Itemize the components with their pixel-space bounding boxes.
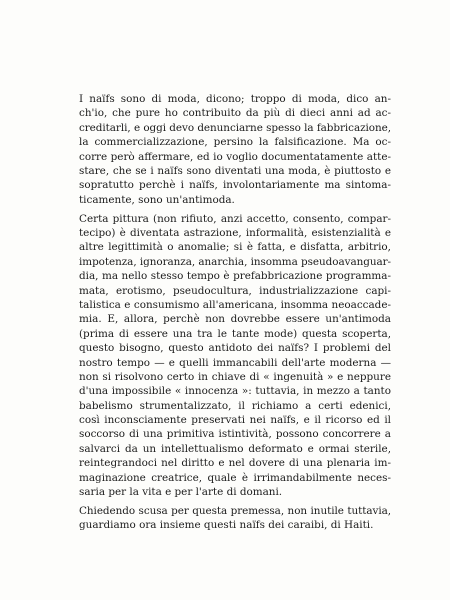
text-line: talistica e consumismo all'americana, insomma neoaccade- xyxy=(79,298,391,311)
text-line: d'una impossibile « innocenza »: tuttavia, in mezzo a tanto xyxy=(79,385,391,398)
paragraph-3 xyxy=(79,504,391,533)
text-line: reintegrandoci nel diritto e nel dovere di una plenaria im- xyxy=(79,457,391,470)
text-line: maginazione creatrice, quale è irrimandabilmente neces- xyxy=(79,471,391,484)
text-line: Certa pittura (non rifiuto, anzi accetto, consento, compar- xyxy=(79,212,391,225)
text-line: corre però affermare, ed io voglio documentatamente atte- xyxy=(79,150,391,163)
text-line: così inconsciamente preservati nei naïfs, e il ricorso ed il xyxy=(79,414,391,427)
paragraph-2 xyxy=(79,212,391,500)
text-line: sopratutto perchè i naïfs, involontariamente ma sintoma- xyxy=(79,179,391,192)
text-line: (prima di essere una tra le tante mode) questa scoperta, xyxy=(79,327,391,340)
text-line: impotenza, ignoranza, anarchia, insomma pseudoavanguar- xyxy=(79,255,391,268)
text-line: guardiamo ora insieme questi naïfs dei caraibi, di Haiti. xyxy=(79,519,374,532)
text-line: non si risolvono certo in chiave di « ingenuità » e neppure xyxy=(79,370,391,383)
body-text xyxy=(79,92,391,537)
text-line: nostro tempo — e quelli immancabili dell'arte moderna — xyxy=(79,356,391,369)
paragraph-1 xyxy=(79,92,391,207)
text-line: Chiedendo scusa per questa premessa, non inutile tuttavia, xyxy=(79,504,391,517)
text-line: ch'io, che pure ho contribuito da più di dieci anni ad ac- xyxy=(79,107,391,120)
text-line: la commercializzazione, persino la falsificazione. Ma oc- xyxy=(79,136,391,149)
text-line: tecipo) è diventata astrazione, informalità, esistenzialità e xyxy=(79,227,391,240)
text-line: mata, erotismo, pseudocultura, industrializzazione capi- xyxy=(79,284,391,297)
text-line: babelismo strumentalizzato, il richiamo a certi edenici, xyxy=(79,399,391,412)
text-line: creditarli, e oggi devo denunciarne spesso la fabbricazione, xyxy=(79,121,391,134)
text-line: I naïfs sono di moda, dicono; troppo di moda, dico an- xyxy=(79,93,391,105)
text-line: ticamente, sono un'antimoda. xyxy=(79,193,235,206)
text-line: saria per la vita e per l'arte di domani. xyxy=(79,486,283,499)
text-line: stare, che se i naïfs sono diventati una moda, è piuttosto e xyxy=(79,164,391,177)
text-line: questo bisogno, questo antidoto dei naïfs? I problemi del xyxy=(79,342,391,355)
text-line: soccorso di una primitiva istintività, possono concorrere a xyxy=(79,428,391,441)
text-line: dia, ma nello stesso tempo è prefabbricazione programma- xyxy=(79,270,391,283)
text-line: salvarci da un intellettualismo deformato e ormai sterile, xyxy=(79,442,391,455)
text-line: mia. E, allora, perchè non dovrebbe essere un'antimoda xyxy=(79,313,391,326)
text-line: altre legittimità o anomalie; si è fatta, e disfatta, arbitrio, xyxy=(79,241,391,254)
